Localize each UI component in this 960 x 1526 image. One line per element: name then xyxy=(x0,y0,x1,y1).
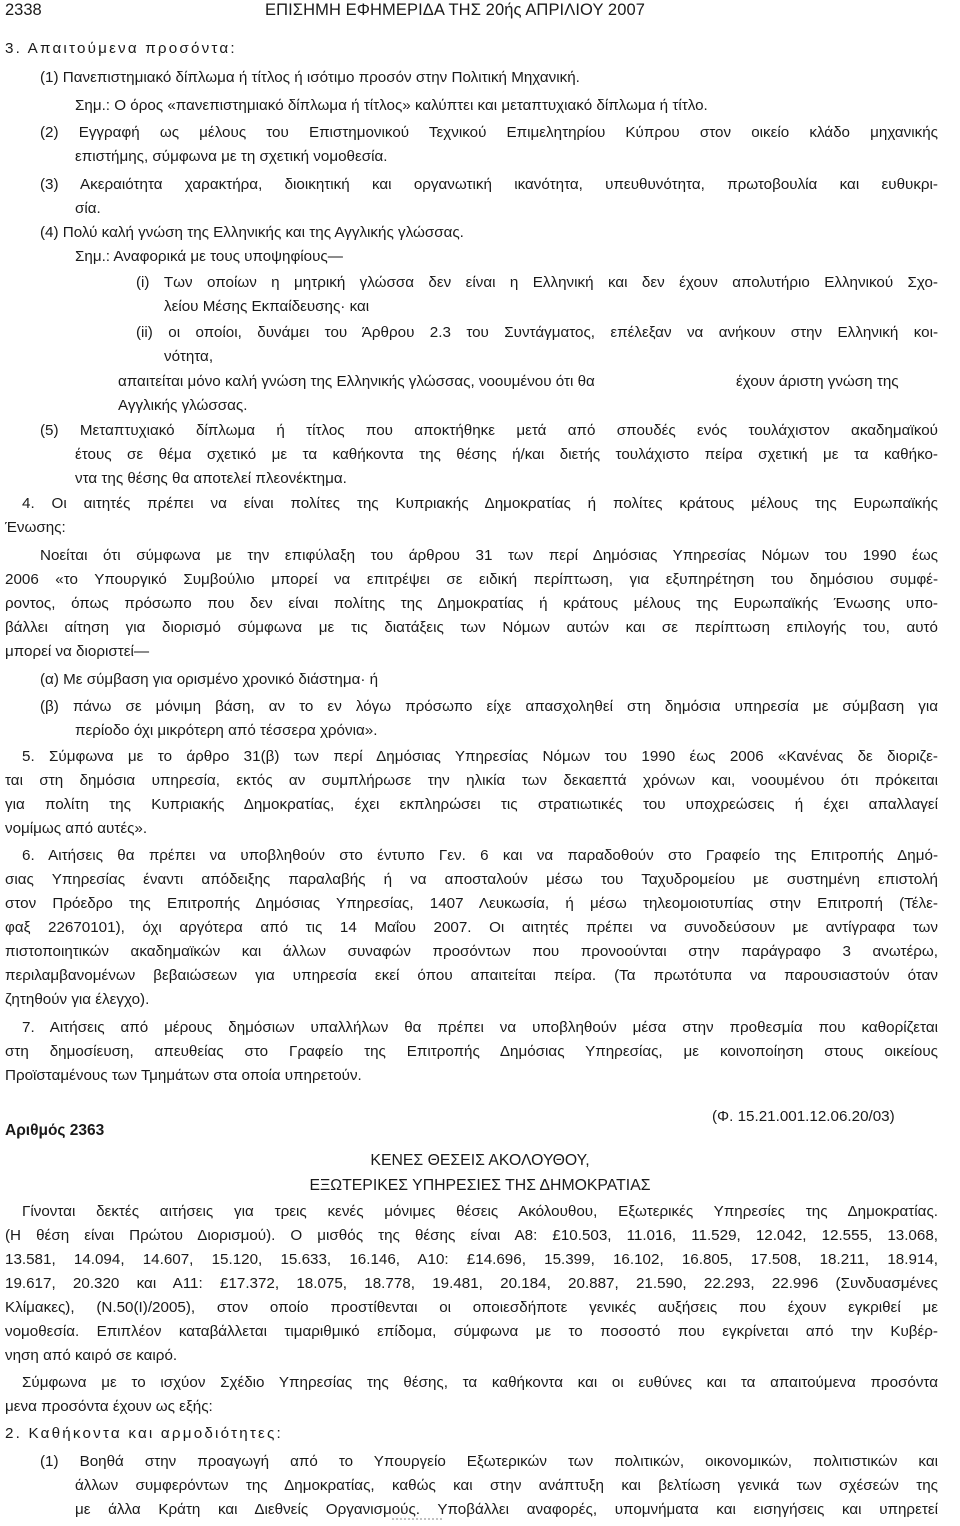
text-line: πιστοποιητικών ακαδημαϊκών και άλλων συναφών προσόντων που προνοούνται στην παράγραφο 3 ανωτέρω, xyxy=(5,943,938,960)
text-line: περίοδο όχι μικρότερη από τέσσερα χρόνια». xyxy=(75,722,378,739)
text-line: 6. Αιτήσεις θα πρέπει να υποβληθούν στο έντυπο Γεν. 6 και να παραδοθούν στο Γραφείο της Επιτροπής Δημό- xyxy=(22,847,938,864)
text-line: (4) Πολύ καλή γνώση της Ελληνικής και της Αγγλικής γλώσσας. xyxy=(40,224,464,241)
notice-number: Αριθμός 2363 xyxy=(5,1122,105,1139)
text-line: ντα της θέσης θα αποτελεί πλεονέκτημα. xyxy=(75,470,347,487)
text-line: (Η θέση είναι Πρώτου Διορισμού). Ο μισθός της θέσης είναι Α8: £10.503, 11.016, 11.529, 12.042, 12.555, 13.068, xyxy=(5,1227,938,1244)
text-line: βάλλει αίτηση για διορισμό σύμφωνα με τις διατάξεις των Νόμων αυτών και σε περίπτωση επιλογής του, αυτό xyxy=(5,619,938,636)
section-heading: 3. Απαιτούμενα προσόντα: xyxy=(5,40,237,57)
text-line: 13.581, 14.094, 14.607, 15.120, 15.633, 16.146, Α10: £14.696, 15.399, 16.102, 16.805, 17.508, 18.211, 18.914, xyxy=(5,1251,938,1268)
text-line: (1) Πανεπιστημιακό δίπλωμα ή τίτλος ή ισότιμο προσόν στην Πολιτική Μηχανική. xyxy=(40,69,580,86)
text-line: ται στη δημόσια υπηρεσία, εκτός αν συμπλήρωσε την ηλικία των δεκαεπτά χρόνων και, νοουμένου ότι πρόκειται xyxy=(5,772,938,789)
text-line: σιας Υπηρεσίας έναντι απόδειξης παραλαβής ή να αποσταλούν μέσω του Ταχυδρομείου με συστημένη επιστολή xyxy=(5,871,938,888)
text-line: Αγγλικής γλώσσας. xyxy=(118,397,248,414)
section-heading: 2. Καθήκοντα και αρμοδιότητες: xyxy=(5,1425,283,1442)
notice-subtitle: ΕΞΩΤΕΡΙΚΕΣ ΥΠΗΡΕΣΙΕΣ ΤΗΣ ΔΗΜΟΚΡΑΤΙΑΣ xyxy=(309,1177,651,1194)
text-line: έτους σε θέμα σχετικό με τα καθήκοντα της θέσης ή/και διετής τουλάχιστο πείρα σχετική με τα καθήκο- xyxy=(75,446,938,463)
text-line: 19.617, 20.320 και Α11: £17.372, 18.075, 18.778, 19.481, 20.184, 20.887, 21.590, 22.293, 22.996 (Συνδυασμένες xyxy=(5,1275,938,1292)
text-line: (3) Ακεραιότητα χαρακτήρα, διοικητική και οργανωτική ικανότητα, υπευθυνότητα, πρωτοβουλία και ευθυκρι- xyxy=(40,176,938,193)
text-line: φαξ 22670101), όχι αργότερα από τις 14 Μαΐου 2007. Οι αιτητές πρέπει να συνοδεύσουν με αντίγραφα των xyxy=(5,919,938,936)
text-line: 4. Οι αιτητές πρέπει να είναι πολίτες της Κυπριακής Δημοκρατίας ή πολίτες κράτους μέλους της Ευρωπαϊκής xyxy=(22,495,938,512)
text-line: νομοθεσία. Επιπλέον καταβάλλεται τιμαριθμικό επίδομα, σύμφωνα με το ποσοστό που εγκρίνεται από την Κυβέρ- xyxy=(5,1323,938,1340)
text-line: Κλίμακες), (Ν.50(Ι)/2005), στον οποίο προστίθενται οι οποιεσδήποτε γενικές αυξήσεις που έχουν εγκριθεί με xyxy=(5,1299,938,1316)
text-line: (i) Των οποίων η μητρική γλώσσα δεν είναι η Ελληνική και δεν έχουν απολυτήριο Ελληνικού Σχο- xyxy=(136,274,938,291)
text-line: απαιτείται μόνο καλή γνώση της Ελληνικής γλώσσας, νοουμένου ότι θα xyxy=(118,373,595,390)
text-line: για πολίτη της Κυπριακής Δημοκρατίας, έχει εκπληρώσει τις στρατιωτικές του υποχρεώσεις ή έχει απαλλαγεί xyxy=(5,796,938,813)
text-line: (β) πάνω σε μόνιμη βάση, αν το εν λόγω πρόσωπο είχε απασχοληθεί στη δημόσια υπηρεσία με σύμβαση για xyxy=(40,698,938,715)
notice-title: ΚΕΝΕΣ ΘΕΣΕΙΣ ΑΚΟΛΟΥΘΟΥ, xyxy=(370,1152,590,1169)
text-line: (1) Βοηθά στην προαγωγή από το Υπουργείο Εξωτερικών των πολιτικών, οικονομικών, πολιτιστικών και xyxy=(40,1453,938,1470)
text-line: Νοείται ότι σύμφωνα με την επιφύλαξη του άρθρου 31 των περί Δημόσιας Υπηρεσίας Νόμων του 1990 έως xyxy=(40,547,938,564)
text-line: στη δημοσίευση, απευθείας στο Γραφείο της Επιτροπής Δημόσιας Υπηρεσίας, με κοινοποίηση στους οικείους xyxy=(5,1043,938,1060)
text-line: 5. Σύμφωνα με το άρθρο 31(β) των περί Δημόσιας Υπηρεσίας Νόμων του 1990 έως 2006 «Κανένας δε διοριζε- xyxy=(22,748,938,765)
text-line: λείου Μέσης Εκπαίδευσης· και xyxy=(164,298,370,315)
text-line: έχουν άριστη γνώση της xyxy=(736,373,899,390)
text-line: μενα προσόντα έχουν ως εξής: xyxy=(5,1398,213,1415)
text-line: νότητα, xyxy=(164,348,214,365)
file-reference: (Φ. 15.21.001.12.06.20/03) xyxy=(712,1108,895,1125)
text-line: (2) Εγγραφή ως μέλους του Επιστημονικού Τεχνικού Επιμελητηρίου Κύπρου στον οικείο κλάδο μηχανικής xyxy=(40,124,938,141)
text-line: Ένωσης: xyxy=(5,519,66,536)
text-line: 7. Αιτήσεις από μέρους δημόσιων υπαλλήλων θα πρέπει να υποβληθούν μέσα στην προθεσμία που καθορίζεται xyxy=(22,1019,938,1036)
text-line: Προϊσταμένους των Τμημάτων στα οποία υπηρετούν. xyxy=(5,1067,362,1084)
text-line: 2006 «το Υπουργικό Συμβούλιο μπορεί να επιτρέψει σε ειδική περίπτωση, για εξυπηρέτηση του δημόσιου συμφέ- xyxy=(5,571,938,588)
text-line: Σημ.: Ο όρος «πανεπιστημιακό δίπλωμα ή τίτλος» καλύπτει και μεταπτυχιακό δίπλωμα ή τίτλο. xyxy=(75,97,708,114)
text-line: νηση από καιρό σε καιρό. xyxy=(5,1347,178,1364)
text-line: Σύμφωνα με το ισχύον Σχέδιο Υπηρεσίας της θέσης, τα καθήκοντα και οι ευθύνες και τα απαιτούμενα προσόντα xyxy=(22,1374,938,1391)
text-line: (5) Μεταπτυχιακό δίπλωμα ή τίτλος που αποκτήθηκε μετά από σπουδές ενός τουλάχιστον ακαδημαϊκού xyxy=(40,422,938,439)
text-line: επιστήμης, σύμφωνα με τη σχετική νομοθεσία. xyxy=(75,148,388,165)
text-line: Γίνονται δεκτές αιτήσεις για τρεις κενές μόνιμες θέσεις Ακόλουθου, Εξωτερικές Υπηρεσίες της Δημοκρατίας. xyxy=(22,1203,938,1220)
page-number: 2338 xyxy=(5,1,42,19)
text-line: ροντος, όπως πρόσωπο που δεν είναι πολίτης της Δημοκρατίας ή κράτους μέλους της Ευρωπαϊκής Ένωσης υπο- xyxy=(5,595,938,612)
text-line: νομίμως από αυτές». xyxy=(5,820,148,837)
page-header xyxy=(5,0,950,30)
text-line: σία. xyxy=(75,200,101,217)
text-line: μπορεί να διοριστεί— xyxy=(5,643,150,660)
text-line: με άλλα Κράτη και Διεθνείς Οργανισμούς. Υποβάλλει αναφορές, υπομνήματα και εισηγήσεις και υπηρετεί xyxy=(75,1501,938,1518)
page-bottom-mark xyxy=(392,1518,442,1523)
text-line: (ii) οι οποίοι, δυνάμει του Άρθρου 2.3 του Συντάγματος, επέλεξαν να ανήκουν στην Ελληνική κοι- xyxy=(136,324,938,341)
text-line: ζητηθούν για έλεγχο). xyxy=(5,991,150,1008)
text-line: περιλαμβανομένων βεβαιώσεων για υπηρεσία εκεί όπου απαιτείται πείρα. (Τα πρωτότυπα να παρουσιαστούν όταν xyxy=(5,967,938,984)
text-line: άλλων συμφερόντων της Δημοκρατίας, καθώς και στην ανάπτυξη και βελτίωση γενικά των σχέσεών της xyxy=(75,1477,938,1494)
text-line: Σημ.: Αναφορικά με τους υποψηφίους— xyxy=(75,248,343,265)
gazette-title: ΕΠΙΣΗΜΗ ΕΦΗΜΕΡΙΔΑ ΤΗΣ 20ής ΑΠΡΙΛΙΟΥ 2007 xyxy=(265,1,646,19)
text-line: στον Πρόεδρο της Επιτροπής Δημόσιας Υπηρεσίας, 1407 Λευκωσία, ή μέσω τηλεομοιοτυπίας στην Επιτροπή (Τέλε- xyxy=(5,895,938,912)
text-line: (α) Με σύμβαση για ορισμένο χρονικό διάστημα· ή xyxy=(40,671,379,688)
